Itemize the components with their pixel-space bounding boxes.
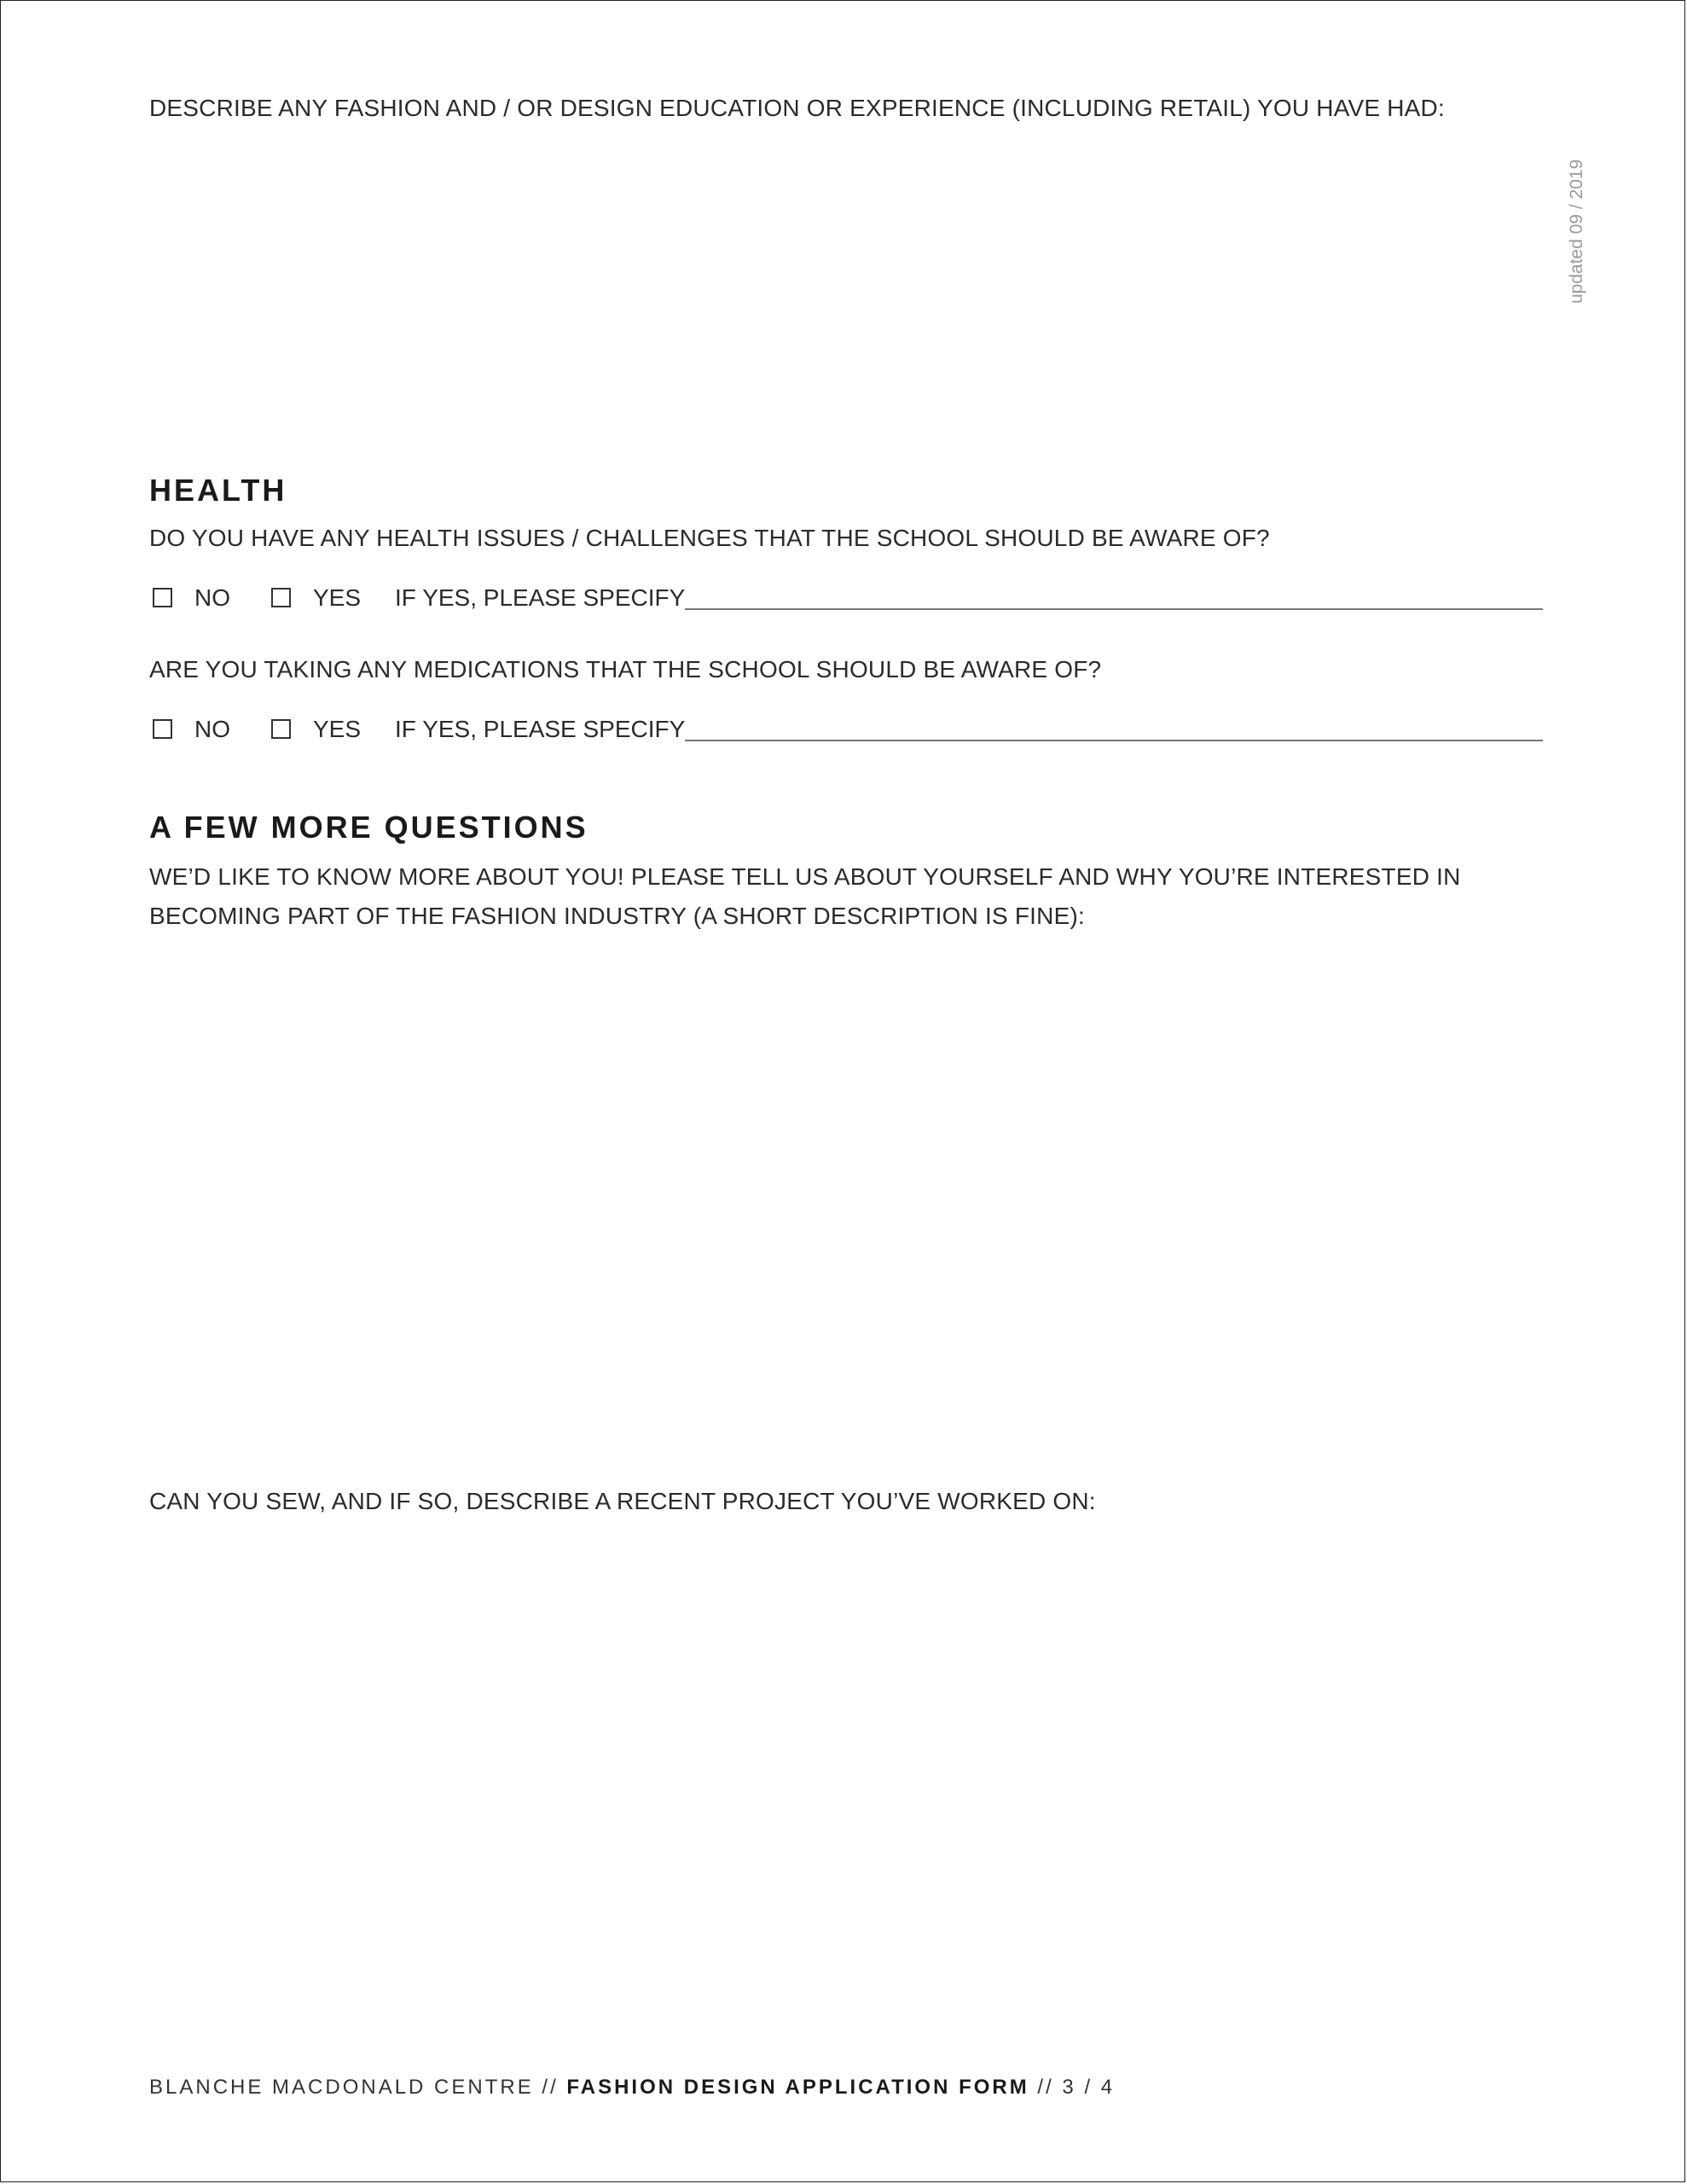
footer-institution: BLANCHE MACDONALD CENTRE // [149,2076,559,2099]
experience-prompt: DESCRIBE ANY FASHION AND / OR DESIGN EDUCATION OR EXPERIENCE (INCLUDING RETAIL) YOU HAVE HAD: [149,95,1445,121]
medications-specify-input[interactable] [685,712,1543,741]
health-heading: HEALTH [149,473,287,508]
sewing-answer-field[interactable] [149,1536,1539,2031]
sewing-prompt: CAN YOU SEW, AND IF SO, DESCRIBE A RECENT PROJECT YOU’VE WORKED ON: [149,1488,1096,1514]
health-issues-yes-checkbox[interactable] [271,588,291,607]
footer-page-indicator: // 3 / 4 [1037,2076,1116,2099]
health-issues-prompt: DO YOU HAVE ANY HEALTH ISSUES / CHALLENGES THAT THE SCHOOL SHOULD BE AWARE OF? [149,525,1270,551]
health-issues-no-checkbox[interactable] [153,588,172,607]
health-issues-specify-label: IF YES, PLEASE SPECIFY [395,584,686,611]
footer-form-name: FASHION DESIGN APPLICATION FORM [566,2076,1029,2099]
about-yourself-prompt: WE’D LIKE TO KNOW MORE ABOUT YOU! PLEASE TELL US ABOUT YOURSELF AND WHY YOU’RE INTERESTED IN BECOMING PART OF THE FASHION INDUSTRY (A SHORT DESCRIPTION IS FINE): [149,863,1461,929]
page-footer [149,2076,1115,2100]
medications-prompt: ARE YOU TAKING ANY MEDICATIONS THAT THE SCHOOL SHOULD BE AWARE OF? [149,656,1102,682]
more-questions-heading: A FEW MORE QUESTIONS [149,810,588,845]
health-issues-yes-label: YES [313,584,362,611]
health-issues-options [153,581,1543,615]
medications-no-checkbox[interactable] [153,719,172,739]
updated-date-note: updated 09 / 2019 [1567,159,1586,304]
about-yourself-answer-field[interactable] [149,948,1539,1460]
medications-options [153,712,1543,746]
medications-yes-label: YES [313,716,362,742]
health-issues-specify-input[interactable] [685,581,1543,610]
medications-specify-label: IF YES, PLEASE SPECIFY [395,716,686,742]
medications-yes-checkbox[interactable] [271,719,291,739]
experience-answer-field[interactable] [149,137,1539,453]
medications-no-label: NO [194,716,230,742]
health-issues-no-label: NO [194,584,230,611]
